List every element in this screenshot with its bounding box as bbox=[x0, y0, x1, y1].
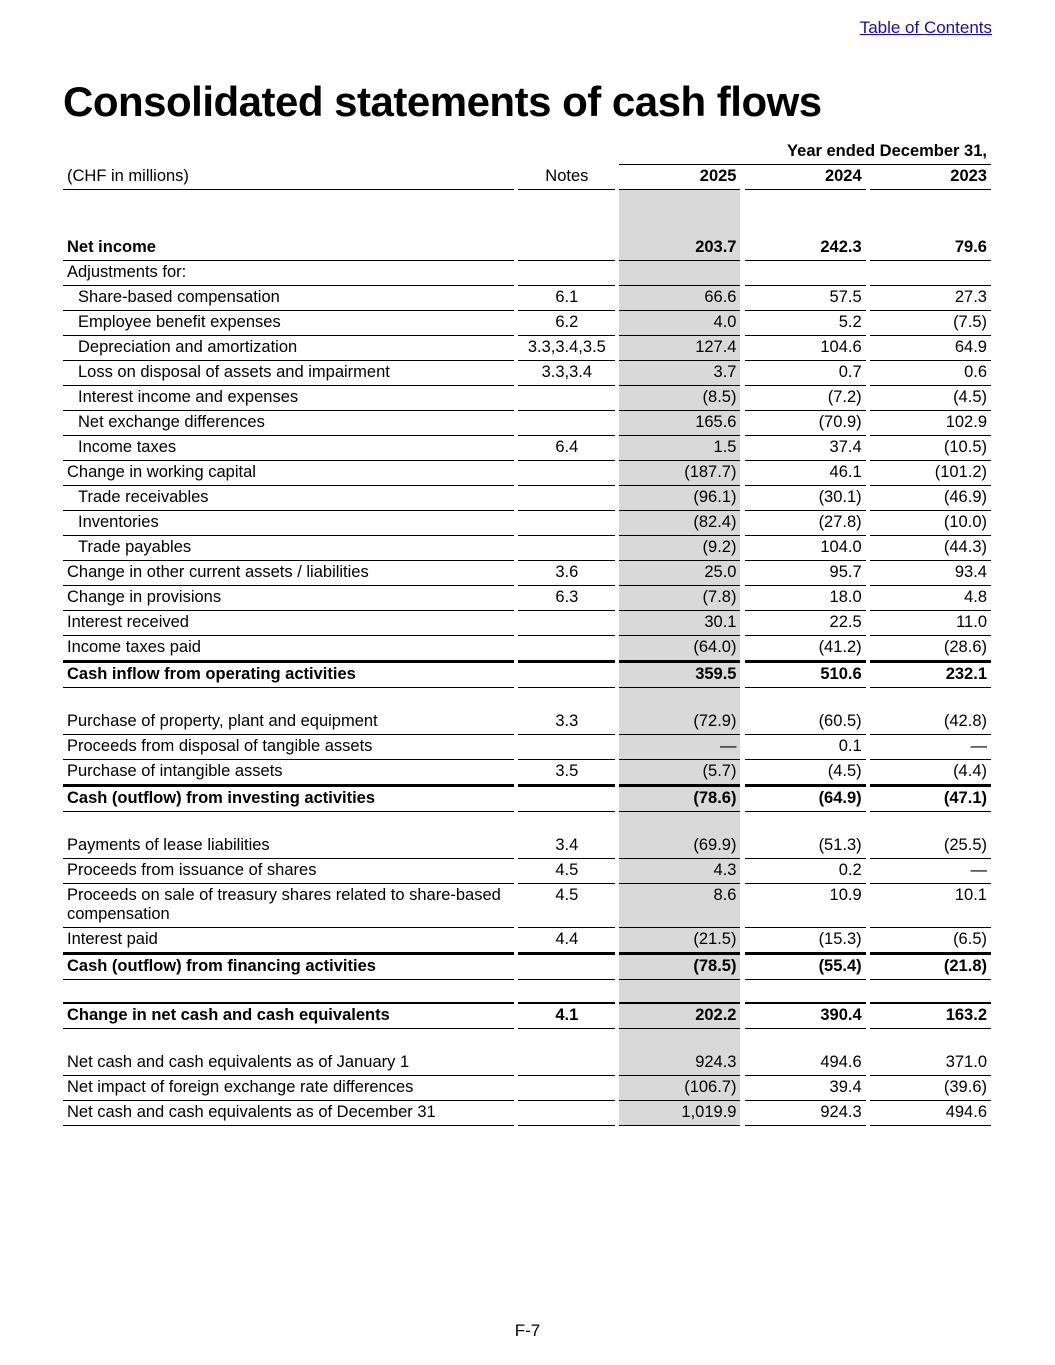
table-row bbox=[63, 461, 991, 486]
row-label: Trade receivables bbox=[63, 486, 514, 511]
value-2025: 1.5 bbox=[619, 436, 740, 461]
value-2025: (21.5) bbox=[619, 928, 740, 953]
value-2023: 64.9 bbox=[870, 336, 991, 361]
value-2025: (106.7) bbox=[619, 1076, 740, 1101]
table-row bbox=[63, 411, 991, 436]
value-2024: 22.5 bbox=[745, 611, 866, 636]
value-2023: (42.8) bbox=[870, 710, 991, 735]
value-2024: 95.7 bbox=[745, 561, 866, 586]
row-label: Payments of lease liabilities bbox=[63, 834, 514, 859]
value-2024: (4.5) bbox=[745, 760, 866, 785]
row-label: Trade payables bbox=[63, 536, 514, 561]
value-2023: (47.1) bbox=[870, 785, 991, 812]
row-notes: 6.4 bbox=[518, 436, 615, 461]
value-2025: (8.5) bbox=[619, 386, 740, 411]
row-label: Cash (outflow) from investing activities bbox=[63, 785, 514, 812]
value-2025: 8.6 bbox=[619, 884, 740, 928]
row-notes: 3.4 bbox=[518, 834, 615, 859]
row-notes: 4.5 bbox=[518, 859, 615, 884]
table-row bbox=[63, 834, 991, 859]
value-2025: 165.6 bbox=[619, 411, 740, 436]
value-2023: (4.5) bbox=[870, 386, 991, 411]
row-notes: 3.6 bbox=[518, 561, 615, 586]
value-2025: 66.6 bbox=[619, 286, 740, 311]
row-label: Net cash and cash equivalents as of January 1 bbox=[63, 1051, 514, 1076]
value-2025: 3.7 bbox=[619, 361, 740, 386]
row-label: Change in net cash and cash equivalents bbox=[63, 1002, 514, 1029]
row-label: Purchase of property, plant and equipment bbox=[63, 710, 514, 735]
value-2023: 494.6 bbox=[870, 1101, 991, 1126]
table-row bbox=[63, 586, 991, 611]
row-notes bbox=[518, 486, 615, 511]
value-2024: 0.2 bbox=[745, 859, 866, 884]
row-notes: 6.1 bbox=[518, 286, 615, 311]
table-row bbox=[63, 561, 991, 586]
value-2025 bbox=[619, 261, 740, 286]
row-label: Cash (outflow) from financing activities bbox=[63, 953, 514, 980]
table-row bbox=[63, 311, 991, 336]
value-2025: 4.3 bbox=[619, 859, 740, 884]
table-row bbox=[63, 661, 991, 688]
spacer-row bbox=[63, 688, 991, 710]
row-notes bbox=[518, 1051, 615, 1076]
value-2024: (15.3) bbox=[745, 928, 866, 953]
value-2025: (187.7) bbox=[619, 461, 740, 486]
table-row bbox=[63, 486, 991, 511]
value-2024: (27.8) bbox=[745, 511, 866, 536]
value-2023: 163.2 bbox=[870, 1002, 991, 1029]
table-row bbox=[63, 953, 991, 980]
value-2023: (7.5) bbox=[870, 311, 991, 336]
value-2023: 10.1 bbox=[870, 884, 991, 928]
value-2024: 242.3 bbox=[745, 236, 866, 261]
value-2025: (78.6) bbox=[619, 785, 740, 812]
row-label: Proceeds from issuance of shares bbox=[63, 859, 514, 884]
value-2024: (41.2) bbox=[745, 636, 866, 661]
value-2023: 79.6 bbox=[870, 236, 991, 261]
value-2023: (28.6) bbox=[870, 636, 991, 661]
row-notes bbox=[518, 1101, 615, 1126]
table-row bbox=[63, 785, 991, 812]
value-2025: (78.5) bbox=[619, 953, 740, 980]
row-notes bbox=[518, 785, 615, 812]
table-row bbox=[63, 735, 991, 760]
row-label: Change in provisions bbox=[63, 586, 514, 611]
value-2025: (9.2) bbox=[619, 536, 740, 561]
value-2024: 104.0 bbox=[745, 536, 866, 561]
table-row bbox=[63, 511, 991, 536]
row-notes bbox=[518, 386, 615, 411]
table-row bbox=[63, 436, 991, 461]
row-notes bbox=[518, 461, 615, 486]
row-notes: 3.3,3.4,3.5 bbox=[518, 336, 615, 361]
value-2024: 924.3 bbox=[745, 1101, 866, 1126]
row-label: Proceeds on sale of treasury shares related to share-based compensation bbox=[63, 884, 514, 928]
value-2024: 46.1 bbox=[745, 461, 866, 486]
year-header-2023: 2023 bbox=[870, 165, 991, 190]
value-2023 bbox=[870, 261, 991, 286]
spacer-row bbox=[63, 812, 991, 834]
value-2025: 202.2 bbox=[619, 1002, 740, 1029]
value-2023: (25.5) bbox=[870, 834, 991, 859]
value-2024: 0.7 bbox=[745, 361, 866, 386]
value-2023: 27.3 bbox=[870, 286, 991, 311]
period-header: Year ended December 31, bbox=[619, 140, 991, 165]
year-header-2025: 2025 bbox=[619, 165, 740, 190]
value-2024: 37.4 bbox=[745, 436, 866, 461]
value-2024: 5.2 bbox=[745, 311, 866, 336]
value-2025: 1,019.9 bbox=[619, 1101, 740, 1126]
row-label: Interest income and expenses bbox=[63, 386, 514, 411]
row-label: Net exchange differences bbox=[63, 411, 514, 436]
value-2024: 10.9 bbox=[745, 884, 866, 928]
value-2025: (7.8) bbox=[619, 586, 740, 611]
row-notes: 3.5 bbox=[518, 760, 615, 785]
value-2024: (64.9) bbox=[745, 785, 866, 812]
value-2025: 359.5 bbox=[619, 661, 740, 688]
row-label: Cash inflow from operating activities bbox=[63, 661, 514, 688]
table-row bbox=[63, 386, 991, 411]
value-2024: 510.6 bbox=[745, 661, 866, 688]
value-2025: 203.7 bbox=[619, 236, 740, 261]
table-row bbox=[63, 710, 991, 735]
value-2023: (4.4) bbox=[870, 760, 991, 785]
table-row bbox=[63, 1051, 991, 1076]
value-2025: 127.4 bbox=[619, 336, 740, 361]
year-header-2024: 2024 bbox=[745, 165, 866, 190]
row-notes: 6.2 bbox=[518, 311, 615, 336]
value-2023: 4.8 bbox=[870, 586, 991, 611]
row-notes: 4.1 bbox=[518, 1002, 615, 1029]
value-2024: (55.4) bbox=[745, 953, 866, 980]
row-label: Change in working capital bbox=[63, 461, 514, 486]
value-2024: 494.6 bbox=[745, 1051, 866, 1076]
table-row bbox=[63, 1076, 991, 1101]
row-label: Net impact of foreign exchange rate differences bbox=[63, 1076, 514, 1101]
row-notes bbox=[518, 636, 615, 661]
row-label: Adjustments for: bbox=[63, 261, 514, 286]
row-label: Income taxes bbox=[63, 436, 514, 461]
value-2023: (39.6) bbox=[870, 1076, 991, 1101]
row-label: Inventories bbox=[63, 511, 514, 536]
value-2024: 18.0 bbox=[745, 586, 866, 611]
value-2024: (7.2) bbox=[745, 386, 866, 411]
cash-flow-table bbox=[63, 140, 991, 1126]
table-row bbox=[63, 361, 991, 386]
page-title: Consolidated statements of cash flows bbox=[63, 78, 822, 125]
table-row bbox=[63, 1101, 991, 1126]
value-2025: (72.9) bbox=[619, 710, 740, 735]
row-notes: 3.3,3.4 bbox=[518, 361, 615, 386]
value-2025: (64.0) bbox=[619, 636, 740, 661]
spacer-row bbox=[63, 190, 991, 236]
row-notes bbox=[518, 661, 615, 688]
table-row bbox=[63, 236, 991, 261]
table-row bbox=[63, 884, 991, 928]
value-2025: (69.9) bbox=[619, 834, 740, 859]
row-notes: 4.4 bbox=[518, 928, 615, 953]
value-2025: 4.0 bbox=[619, 311, 740, 336]
row-label: Interest received bbox=[63, 611, 514, 636]
spacer-row bbox=[63, 980, 991, 1002]
table-row bbox=[63, 536, 991, 561]
table-row bbox=[63, 286, 991, 311]
row-notes bbox=[518, 411, 615, 436]
value-2025: — bbox=[619, 735, 740, 760]
value-2023: (21.8) bbox=[870, 953, 991, 980]
row-label: Employee benefit expenses bbox=[63, 311, 514, 336]
value-2023: 11.0 bbox=[870, 611, 991, 636]
row-label: Income taxes paid bbox=[63, 636, 514, 661]
table-row bbox=[63, 636, 991, 661]
value-2023: (44.3) bbox=[870, 536, 991, 561]
table-row bbox=[63, 760, 991, 785]
value-2024: 390.4 bbox=[745, 1002, 866, 1029]
value-2024: 104.6 bbox=[745, 336, 866, 361]
value-2024: 57.5 bbox=[745, 286, 866, 311]
value-2025: 30.1 bbox=[619, 611, 740, 636]
table-row bbox=[63, 1002, 991, 1029]
row-notes bbox=[518, 611, 615, 636]
row-notes bbox=[518, 511, 615, 536]
table-row bbox=[63, 928, 991, 953]
value-2025: 25.0 bbox=[619, 561, 740, 586]
row-label: Net cash and cash equivalents as of December 31 bbox=[63, 1101, 514, 1126]
value-2024: 0.1 bbox=[745, 735, 866, 760]
row-notes bbox=[518, 953, 615, 980]
unit-label: (CHF in millions) bbox=[63, 165, 514, 190]
value-2023: (101.2) bbox=[870, 461, 991, 486]
table-row bbox=[63, 336, 991, 361]
value-2024: (30.1) bbox=[745, 486, 866, 511]
value-2025: (5.7) bbox=[619, 760, 740, 785]
row-label: Net income bbox=[63, 236, 514, 261]
row-label: Depreciation and amortization bbox=[63, 336, 514, 361]
value-2023: — bbox=[870, 735, 991, 760]
value-2023: (10.0) bbox=[870, 511, 991, 536]
row-notes bbox=[518, 261, 615, 286]
row-notes bbox=[518, 735, 615, 760]
page-number: F-7 bbox=[514, 1321, 541, 1340]
table-of-contents-link[interactable]: Table of Contents bbox=[859, 18, 992, 37]
row-notes bbox=[518, 1076, 615, 1101]
value-2023: 0.6 bbox=[870, 361, 991, 386]
spacer-row bbox=[63, 1029, 991, 1051]
row-notes bbox=[518, 236, 615, 261]
row-notes: 6.3 bbox=[518, 586, 615, 611]
row-notes: 4.5 bbox=[518, 884, 615, 928]
value-2023: (10.5) bbox=[870, 436, 991, 461]
value-2023: 371.0 bbox=[870, 1051, 991, 1076]
row-label: Loss on disposal of assets and impairment bbox=[63, 361, 514, 386]
value-2023: (46.9) bbox=[870, 486, 991, 511]
row-label: Proceeds from disposal of tangible assets bbox=[63, 735, 514, 760]
value-2023: 102.9 bbox=[870, 411, 991, 436]
value-2025: (96.1) bbox=[619, 486, 740, 511]
value-2023: — bbox=[870, 859, 991, 884]
row-label: Purchase of intangible assets bbox=[63, 760, 514, 785]
value-2025: (82.4) bbox=[619, 511, 740, 536]
row-notes: 3.3 bbox=[518, 710, 615, 735]
table-row bbox=[63, 611, 991, 636]
value-2023: (6.5) bbox=[870, 928, 991, 953]
value-2023: 93.4 bbox=[870, 561, 991, 586]
value-2024 bbox=[745, 261, 866, 286]
notes-header: Notes bbox=[518, 165, 615, 190]
value-2024: (51.3) bbox=[745, 834, 866, 859]
row-label: Interest paid bbox=[63, 928, 514, 953]
value-2023: 232.1 bbox=[870, 661, 991, 688]
value-2025: 924.3 bbox=[619, 1051, 740, 1076]
table-row bbox=[63, 859, 991, 884]
cash-flow-body bbox=[63, 190, 991, 1126]
value-2024: 39.4 bbox=[745, 1076, 866, 1101]
value-2024: (60.5) bbox=[745, 710, 866, 735]
row-label: Change in other current assets / liabilities bbox=[63, 561, 514, 586]
row-notes bbox=[518, 536, 615, 561]
row-label: Share-based compensation bbox=[63, 286, 514, 311]
table-row bbox=[63, 261, 991, 286]
value-2024: (70.9) bbox=[745, 411, 866, 436]
